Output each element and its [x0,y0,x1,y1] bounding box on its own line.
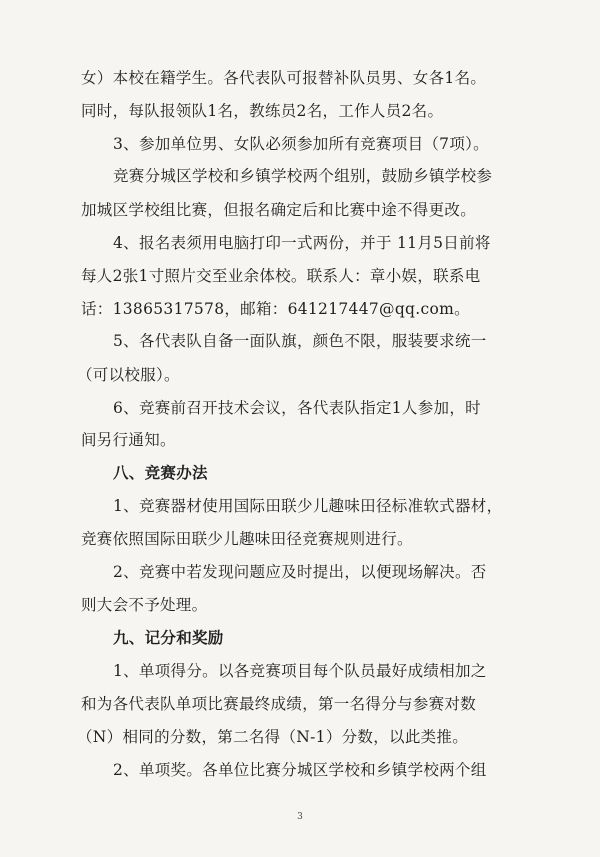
section-heading: 九、记分和奖励 [113,628,224,647]
text-line: 4、报名表须用电脑打印一式两份，并于 11月5日前将 [113,234,491,252]
text-line: 和为各代表队单项比赛最终成绩，第一名得分与参赛对数 [81,695,477,713]
text-line: 竞赛分城区学校和乡镇学校两个组别，鼓励乡镇学校参 [113,167,493,185]
text-line: 加城区学校组比赛，但报名确定后和比赛中途不得更改。 [81,201,477,219]
contact-line: 话：13865317578，邮箱：641217447@qq.com。 [81,300,470,318]
text-line: 5、各代表队自备一面队旗，颜色不限，服装要求统一 [113,332,487,350]
text-line: 间另行通知。 [81,431,176,449]
text-line: 1、竞赛器材使用国际田联少儿趣味田径标准软式器材， [113,497,503,515]
text-line: 1、单项得分。以各竞赛项目每个队员最好成绩相加之 [113,662,487,680]
text-line: （可以校服）。 [77,366,180,384]
section-heading: 八、竞赛办法 [113,463,208,482]
text-line: 同时，每队报领队1名，教练员2名，工作人员2名。 [81,102,444,120]
text-line: 6、竞赛前召开技术会议，各代表队指定1人参加，时 [113,399,481,417]
text-line: 竞赛依照国际田联少儿趣味田径竞赛规则进行。 [81,530,413,548]
text-line: 每人2张1寸照片交至业余体校。联系人：章小娱，联系电 [81,267,481,285]
text-line: （N）相同的分数，第二名得（N-1）分数，以此类推。 [77,728,469,746]
page-number: 3 [297,812,303,822]
text-line: 则大会不予处理。 [81,596,208,614]
text-line: 2、竞赛中若发现问题应及时提出，以便现场解决。否 [113,563,487,581]
text-line: 3、参加单位男、女队必须参加所有竞赛项目（7项）。 [113,135,489,153]
text-line: 女）本校在籍学生。各代表队可报替补队员男、女各1名。 [81,69,487,87]
text-line: 2、单项奖。各单位比赛分城区学校和乡镇学校两个组 [113,761,487,779]
